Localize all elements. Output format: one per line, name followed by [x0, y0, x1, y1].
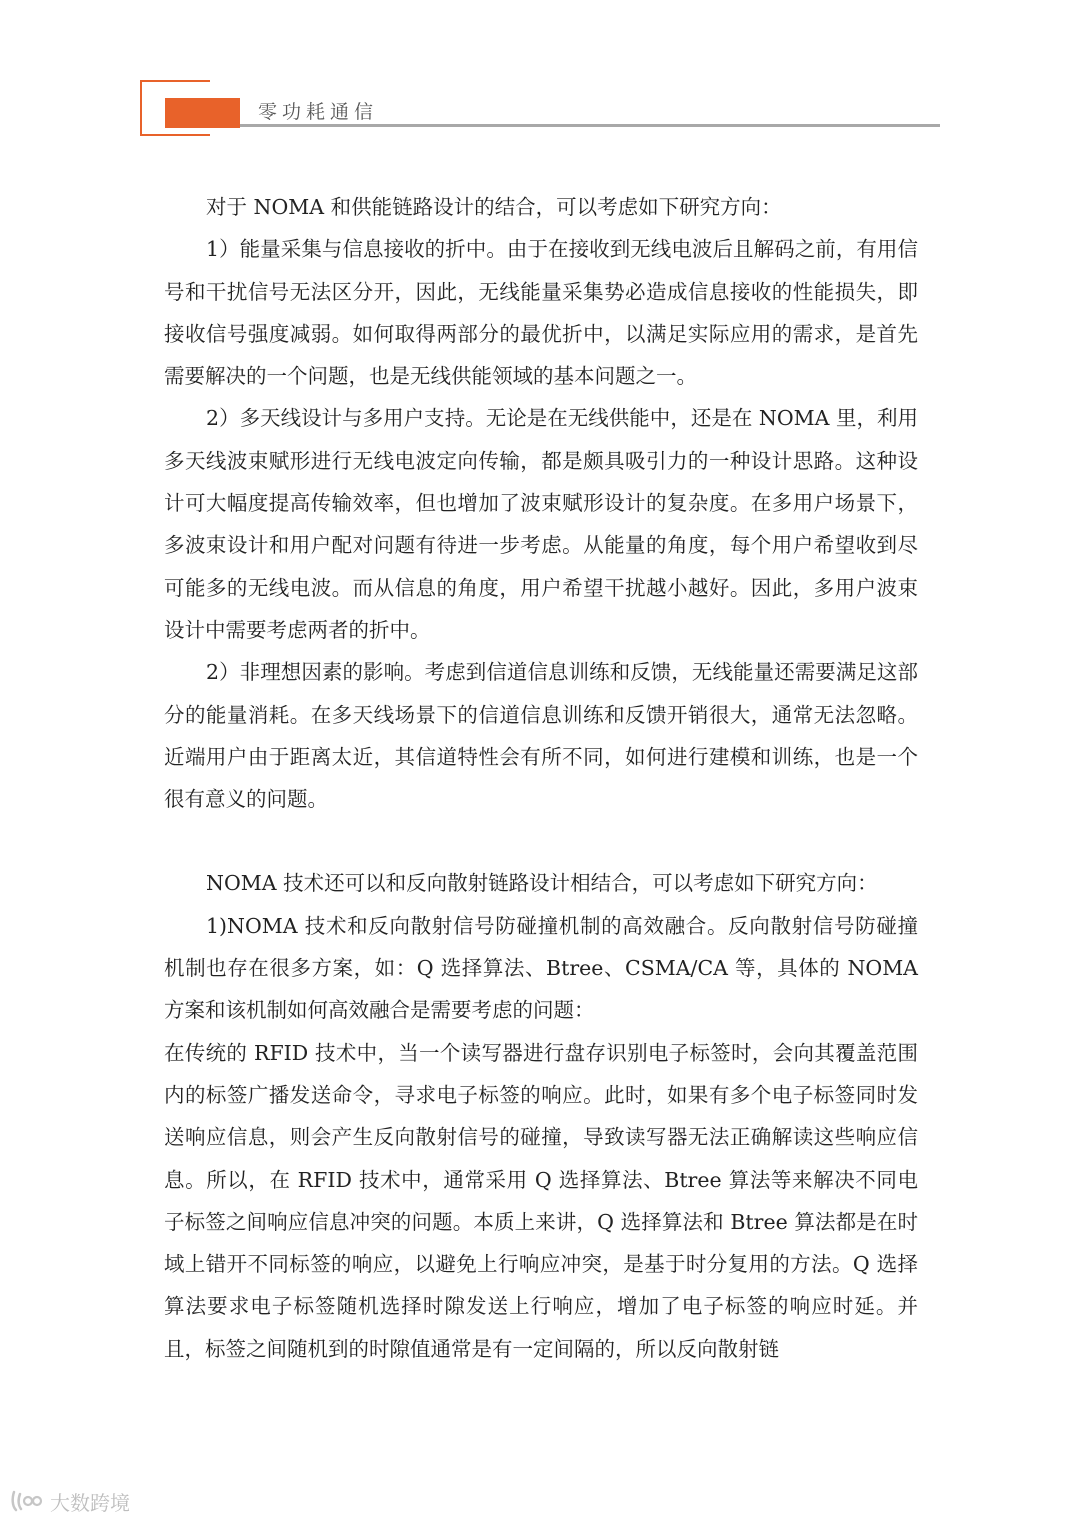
- section-gap: [164, 820, 918, 862]
- paragraph-item-1: 1）能量采集与信息接收的折中。由于在接收到无线电波后且解码之前，有用信号和干扰信号无法区分开，因此，无线能量采集势必造成信息接收的性能损失，即接收信号强度减弱。如何取得两部分的最优折中，以满足实际应用的需求，是首先需要解决的一个问题，也是无线供能领域的基本问题之一。: [164, 237, 918, 389]
- header-rule: [240, 124, 940, 127]
- paragraph-item-2: 2）多天线设计与多用户支持。无论是在无线供能中，还是在 NOMA 里，利用多天线波束赋形进行无线电波定向传输，都是颇具吸引力的一种设计思路。这种设计可大幅度提高传输效率，但也增加了波束赋形设计的复杂度。在多用户场景下，多波束设计和用户配对问题有待进一步考虑。从能量的角度，每个用户希望收到尽可能多的无线电波。而从信息的角度，用户希望干扰越小越好。因此，多用户波束设计中需要考虑两者的折中。: [164, 406, 918, 642]
- paragraph-body: 在传统的 RFID 技术中，当一个读写器进行盘存识别电子标签时，会向其覆盖范围内的标签广播发送命令，寻求电子标签的响应。此时，如果有多个电子标签同时发送响应信息，则会产生反向散射信号的碰撞，导致读写器无法正确解读这些响应信息。所以，在 RFID 技术中，通常采用 Q 选择算法、Btree 算法等来解决不同电子标签之间响应信息冲突的问题。本质上来讲，Q 选择算法和 Btree 算法都是在时域上错开不同标签的响应，以避免上行响应冲突，是基于时分复用的方法。Q 选择算法要求电子标签随机选择时隙发送上行响应，增加了电子标签的响应时延。并且，标签之间随机到的时隙值通常是有一定间隔的，所以反向散射链: [164, 1040, 918, 1361]
- paragraph-item-4: 1)NOMA 技术和反向散射信号防碰撞机制的高效融合。反向散射信号防碰撞机制也存在很多方案，如：Q 选择算法、Btree、CSMA/CA 等，具体的 NOMA 方案和该机制如何高效融合是需要考虑的问题：: [164, 913, 918, 1023]
- paragraph-item-3: 2）非理想因素的影响。考虑到信道信息训练和反馈，无线能量还需要满足这部分的能量消耗。在多天线场景下的信道信息训练和反馈开销很大，通常无法忽略。近端用户由于距离太近，其信道特性会有所不同，如何进行建模和训练，也是一个很有意义的问题。: [164, 660, 918, 812]
- watermark-text: 大数跨境: [50, 1490, 130, 1515]
- paragraph-intro-1: 对于 NOMA 和供能链路设计的结合，可以考虑如下研究方向：: [206, 195, 782, 219]
- watermark: [10, 1484, 130, 1518]
- paragraph-intro-2: NOMA 技术还可以和反向散射链路设计相结合，可以考虑如下研究方向：: [206, 871, 878, 896]
- running-header-title: 零功耗通信: [258, 101, 379, 123]
- header-accent-block: [165, 98, 240, 128]
- body-text: [164, 186, 918, 1370]
- watermark-logo-icon: [10, 1488, 44, 1514]
